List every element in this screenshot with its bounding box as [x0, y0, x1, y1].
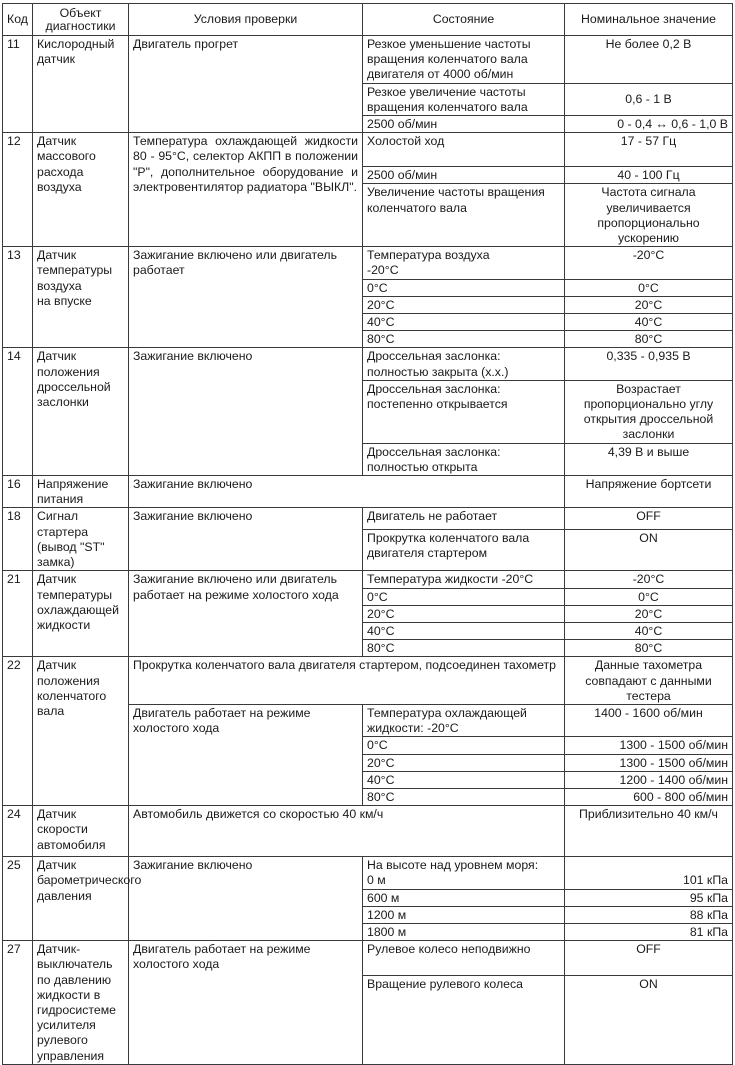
- table-row: [3, 133, 733, 167]
- value-cell: 0°C: [565, 588, 733, 605]
- state-cell: 0°C: [363, 279, 565, 296]
- value-cell: 17 - 57 Гц: [565, 133, 733, 167]
- state-cell: 80°C: [363, 640, 565, 657]
- value-cell: Приблизительно 40 км/ч: [565, 806, 733, 857]
- state-cell: 20°C: [363, 296, 565, 313]
- object-cell: Датчик-выключатель по давлению жидкости в гидросистеме усилителя рулевого управления: [33, 941, 129, 1065]
- header-nominal: Номинальное значение: [565, 4, 733, 36]
- object-cell: Датчик температуры воздуха на впуске: [33, 247, 129, 348]
- conditions-cell: Двигатель прогрет: [129, 36, 363, 133]
- object-cell: Датчик положения дроссельной заслонки: [33, 348, 129, 476]
- state-cell: 40°C: [363, 622, 565, 639]
- object-cell: Датчик температуры охлаждающей жидкости: [33, 571, 129, 657]
- value-cell: 80°C: [565, 331, 733, 348]
- table-row: [3, 806, 733, 857]
- state-cell: Дроссельная заслонка: постепенно открывается: [363, 380, 565, 443]
- conditions-cell: Прокрутка коленчатого вала двигателя стартером, подсоединен тахометр: [129, 657, 565, 705]
- value-cell: 600 - 800 об/мин: [565, 788, 733, 805]
- state-cell: Резкое уменьшение частоты вращения коленчатого вала двигателя от 4000 об/мин: [363, 36, 565, 84]
- conditions-cell: Зажигание включено: [129, 348, 363, 476]
- value-cell: Данные тахометра совпадают с данными тестера: [565, 657, 733, 705]
- value-cell: 0,6 - 1 В: [565, 83, 733, 115]
- state-cell: 20°C: [363, 754, 565, 771]
- object-cell: Датчик массового расхода воздуха: [33, 133, 129, 247]
- conditions-cell: Температура охлаждающей жидкости 80 - 95°C, селектор АКПП в положении "Р", дополнительное оборудование и электровентилятор радиатора "ВЫКЛ".: [129, 133, 363, 247]
- state-cell: Дроссельная заслонка: полностью открыта: [363, 443, 565, 475]
- table-row: [3, 571, 733, 588]
- value-cell: 101 кПа: [565, 857, 733, 889]
- code-cell: 22: [3, 657, 33, 806]
- state-cell: 0°C: [363, 737, 565, 754]
- conditions-cell: Зажигание включено или двигатель работает: [129, 247, 363, 348]
- state-cell: 40°C: [363, 771, 565, 788]
- object-cell: Сигнал стартера (вывод "ST" замка): [33, 508, 129, 571]
- code-cell: 21: [3, 571, 33, 657]
- state-cell: 1200 м: [363, 906, 565, 923]
- state-cell: Дроссельная заслонка: полностью закрыта (х.х.): [363, 348, 565, 380]
- value-cell: 0°C: [565, 279, 733, 296]
- value-cell: 0 - 0,4 ↔ 0,6 - 1,0 В: [565, 116, 733, 133]
- value-cell: ON: [565, 530, 733, 571]
- value-cell: 1200 - 1400 об/мин: [565, 771, 733, 788]
- table-row: [3, 36, 733, 84]
- value-cell: Возрастает пропорционально углу открытия дроссельной заслонки: [565, 380, 733, 443]
- diagnostics-page: [2, 3, 732, 1065]
- header-code: Код: [3, 4, 33, 36]
- conditions-cell: Зажигание включено: [129, 508, 363, 571]
- value-cell: 80°C: [565, 640, 733, 657]
- code-cell: 14: [3, 348, 33, 476]
- conditions-cell: Зажигание включено или двигатель работает на режиме холостого хода: [129, 571, 363, 657]
- value-cell: 1400 - 1600 об/мин: [565, 704, 733, 736]
- diagnostics-table: [2, 3, 733, 1065]
- state-cell: 0°C: [363, 588, 565, 605]
- table-row: [3, 657, 733, 705]
- state-cell: 1800 м: [363, 923, 565, 940]
- table-row: [3, 941, 733, 975]
- value-cell: 40°C: [565, 622, 733, 639]
- state-cell: 2500 об/мин: [363, 167, 565, 184]
- code-cell: 12: [3, 133, 33, 247]
- code-cell: 24: [3, 806, 33, 857]
- value-cell: OFF: [565, 508, 733, 530]
- state-cell: 80°C: [363, 788, 565, 805]
- value-cell: 0,335 - 0,935 В: [565, 348, 733, 380]
- object-cell: Датчик положения коленчатого вала: [33, 657, 129, 806]
- state-cell: На высоте над уровнем моря: 0 м: [363, 857, 565, 889]
- conditions-cell: Двигатель работает на режиме холостого хода: [129, 941, 363, 1065]
- value-cell: 20°C: [565, 296, 733, 313]
- header-object: Объект диагностики: [33, 4, 129, 36]
- value-cell: Не более 0,2 В: [565, 36, 733, 84]
- value-cell: Напряжение бортсети: [565, 476, 733, 508]
- object-cell: Напряжение питания: [33, 476, 129, 508]
- table-row: [3, 247, 733, 279]
- value-cell: 88 кПа: [565, 906, 733, 923]
- state-cell: Прокрутка коленчатого вала двигателя стартером: [363, 530, 565, 571]
- state-cell: Рулевое колесо неподвижно: [363, 941, 565, 975]
- conditions-cell: Зажигание включено: [129, 476, 565, 508]
- code-cell: 16: [3, 476, 33, 508]
- value-cell: 40°C: [565, 314, 733, 331]
- value-cell: 1300 - 1500 об/мин: [565, 754, 733, 771]
- state-cell: Резкое увеличение частоты вращения коленчатого вала: [363, 83, 565, 115]
- state-cell: Увеличение частоты вращения коленчатого вала: [363, 184, 565, 247]
- value-cell: 1300 - 1500 об/мин: [565, 737, 733, 754]
- code-cell: 11: [3, 36, 33, 133]
- object-cell: Датчик барометрического давления: [33, 857, 129, 941]
- table-row: [3, 348, 733, 380]
- conditions-cell: Автомобиль движется со скоростью 40 км/ч: [129, 806, 565, 857]
- state-cell: Температура жидкости -20°C: [363, 571, 565, 588]
- state-cell: Температура охлаждающей жидкости: -20°C: [363, 704, 565, 736]
- value-cell: OFF: [565, 941, 733, 975]
- table-row: [3, 476, 733, 508]
- state-cell: Вращение рулевого колеса: [363, 975, 565, 1064]
- value-cell: ON: [565, 975, 733, 1064]
- value-cell: -20°C: [565, 247, 733, 279]
- header-conditions: Условия проверки: [129, 4, 363, 36]
- code-cell: 25: [3, 857, 33, 941]
- state-cell: 2500 об/мин: [363, 116, 565, 133]
- code-cell: 27: [3, 941, 33, 1065]
- state-cell: 20°C: [363, 605, 565, 622]
- header-row: [3, 4, 733, 36]
- table-row: [3, 857, 733, 889]
- state-cell: 600 м: [363, 889, 565, 906]
- value-cell: 20°C: [565, 605, 733, 622]
- state-cell: Холостой ход: [363, 133, 565, 167]
- state-cell: 80°C: [363, 331, 565, 348]
- conditions-cell: Двигатель работает на режиме холостого хода: [129, 704, 363, 805]
- code-cell: 18: [3, 508, 33, 571]
- conditions-cell: Зажигание включено: [129, 857, 363, 941]
- state-cell: Двигатель не работает: [363, 508, 565, 530]
- value-cell: 81 кПа: [565, 923, 733, 940]
- state-cell: Температура воздуха -20°C: [363, 247, 565, 279]
- table-row: [3, 508, 733, 530]
- object-cell: Датчик скорости автомобиля: [33, 806, 129, 857]
- state-cell: 40°C: [363, 314, 565, 331]
- object-cell: Кислородный датчик: [33, 36, 129, 133]
- value-cell: -20°C: [565, 571, 733, 588]
- value-cell: 4,39 В и выше: [565, 443, 733, 475]
- header-state: Состояние: [363, 4, 565, 36]
- code-cell: 13: [3, 247, 33, 348]
- value-cell: 40 - 100 Гц: [565, 167, 733, 184]
- value-cell: Частота сигнала увеличивается пропорционально ускорению: [565, 184, 733, 247]
- value-cell: 95 кПа: [565, 889, 733, 906]
